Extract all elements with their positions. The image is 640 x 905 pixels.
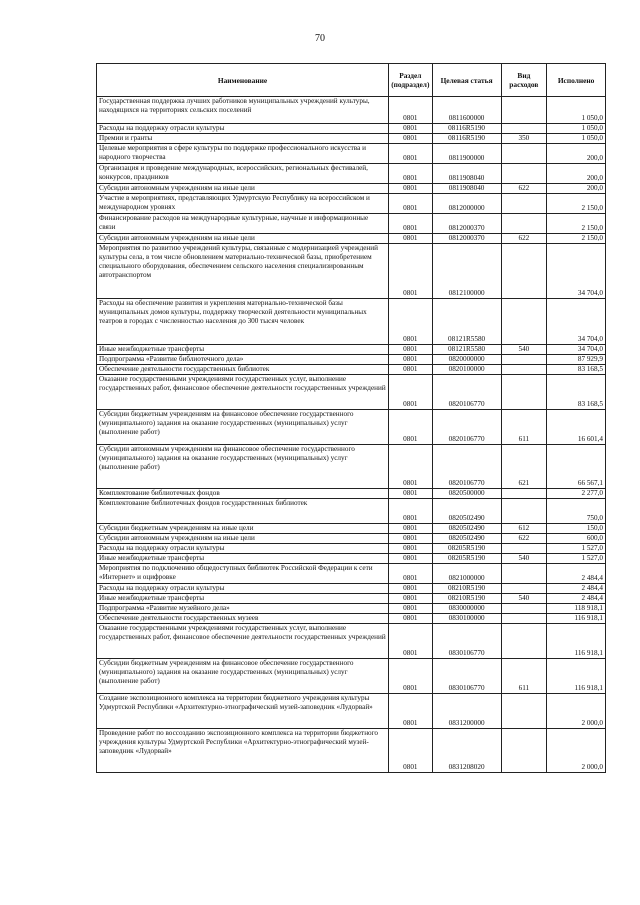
row-amount: 2 277,0 bbox=[547, 489, 606, 499]
row-section: 0801 bbox=[389, 194, 433, 214]
row-type bbox=[501, 355, 547, 365]
table-row bbox=[97, 345, 606, 355]
row-section: 0801 bbox=[389, 184, 433, 194]
row-target: 0830106770 bbox=[432, 659, 501, 694]
row-name: Мероприятия по развитию учреждений культуры, связанные с модернизацией учреждений культуры села, в том числе обновлением материально-технической базы, приобретением специального оборудования, обеспечением сельского населения специализированным автотранспортом bbox=[97, 244, 389, 299]
row-section: 0801 bbox=[389, 544, 433, 554]
row-name: Субсидии бюджетным учреждениям на финансовое обеспечение государственного (муниципального) задания на оказание государственных (муниципальных) услуг (выполнение работ) bbox=[97, 659, 389, 694]
row-name: Оказание государственными учреждениями государственных услуг, выполнение государственных работ, финансовое обеспечение деятельности государственных учреждений bbox=[97, 624, 389, 659]
row-name: Расходы на поддержку отрасли культуры bbox=[97, 124, 389, 134]
row-target: 08210R5190 bbox=[432, 594, 501, 604]
row-name: Участие в мероприятиях, представляющих Удмуртскую Республику на всероссийском и международном уровнях bbox=[97, 194, 389, 214]
row-target: 0820502490 bbox=[432, 499, 501, 524]
row-target: 0812000370 bbox=[432, 234, 501, 244]
row-name: Государственная поддержка лучших работников муниципальных учреждений культуры, находящихся на территориях сельских поселений bbox=[97, 97, 389, 124]
row-type bbox=[501, 604, 547, 614]
table-row bbox=[97, 534, 606, 544]
table-row bbox=[97, 594, 606, 604]
table-row bbox=[97, 604, 606, 614]
row-section: 0801 bbox=[389, 594, 433, 604]
row-type: 540 bbox=[501, 554, 547, 564]
row-section: 0801 bbox=[389, 694, 433, 729]
table-row bbox=[97, 499, 606, 524]
row-name: Премии и гранты bbox=[97, 134, 389, 144]
row-amount: 200,0 bbox=[547, 144, 606, 164]
row-target: 0820106770 bbox=[432, 445, 501, 489]
table-row bbox=[97, 544, 606, 554]
table-row bbox=[97, 624, 606, 659]
row-amount: 600,0 bbox=[547, 534, 606, 544]
row-target: 0821000000 bbox=[432, 564, 501, 584]
row-target: 0820000000 bbox=[432, 355, 501, 365]
row-amount: 118 918,1 bbox=[547, 604, 606, 614]
row-target: 0830100000 bbox=[432, 614, 501, 624]
row-amount: 34 704,0 bbox=[547, 345, 606, 355]
row-section: 0801 bbox=[389, 624, 433, 659]
row-name: Комплектование библиотечных фондов bbox=[97, 489, 389, 499]
table-row bbox=[97, 729, 606, 773]
row-target: 0811900000 bbox=[432, 144, 501, 164]
row-type: 540 bbox=[501, 594, 547, 604]
row-type bbox=[501, 97, 547, 124]
row-target: 0820106770 bbox=[432, 410, 501, 445]
row-type bbox=[501, 544, 547, 554]
row-name: Создание экспозиционного комплекса на территории бюджетного учреждения культуры Удмуртской Республики «Архитектурно-этнографический музей-заповедник «Лудорвай» bbox=[97, 694, 389, 729]
row-type bbox=[501, 624, 547, 659]
row-section: 0801 bbox=[389, 499, 433, 524]
row-target: 0812000370 bbox=[432, 214, 501, 234]
row-target: 0812100000 bbox=[432, 244, 501, 299]
row-type bbox=[501, 365, 547, 375]
row-section: 0801 bbox=[389, 355, 433, 365]
row-type bbox=[501, 375, 547, 410]
row-name: Подпрограмма «Развитие музейного дела» bbox=[97, 604, 389, 614]
row-amount: 83 168,5 bbox=[547, 365, 606, 375]
row-section: 0801 bbox=[389, 524, 433, 534]
table-header-row bbox=[97, 64, 606, 97]
row-amount: 1 050,0 bbox=[547, 124, 606, 134]
row-amount: 16 601,4 bbox=[547, 410, 606, 445]
row-type: 611 bbox=[501, 410, 547, 445]
column-header-amount: Исполнено bbox=[547, 64, 606, 97]
table-body bbox=[97, 97, 606, 773]
row-section: 0801 bbox=[389, 164, 433, 184]
row-target: 08121R5580 bbox=[432, 299, 501, 345]
row-target: 08116R5190 bbox=[432, 134, 501, 144]
row-name: Расходы на поддержку отрасли культуры bbox=[97, 584, 389, 594]
table-row bbox=[97, 124, 606, 134]
row-target: 0820100000 bbox=[432, 365, 501, 375]
row-type bbox=[501, 194, 547, 214]
column-header-target: Целевая статья bbox=[432, 64, 501, 97]
row-target: 08205R5190 bbox=[432, 554, 501, 564]
row-name: Субсидии автономным учреждениям на финансовое обеспечение государственного (муниципального) задания на оказание государственных (муниципальных) услуг (выполнение работ) bbox=[97, 445, 389, 489]
row-name: Подпрограмма «Развитие библиотечного дела» bbox=[97, 355, 389, 365]
row-target: 0811600000 bbox=[432, 97, 501, 124]
row-name: Субсидии автономным учреждениям на иные цели bbox=[97, 534, 389, 544]
row-section: 0801 bbox=[389, 659, 433, 694]
row-target: 0812000000 bbox=[432, 194, 501, 214]
table-row bbox=[97, 134, 606, 144]
row-type bbox=[501, 299, 547, 345]
row-type: 540 bbox=[501, 345, 547, 355]
table-row bbox=[97, 184, 606, 194]
row-amount: 116 918,1 bbox=[547, 624, 606, 659]
row-target: 08210R5190 bbox=[432, 584, 501, 594]
row-target: 0830106770 bbox=[432, 624, 501, 659]
row-type: 611 bbox=[501, 659, 547, 694]
row-section: 0801 bbox=[389, 375, 433, 410]
row-amount: 2 000,0 bbox=[547, 694, 606, 729]
row-type bbox=[501, 144, 547, 164]
row-amount: 2 484,4 bbox=[547, 594, 606, 604]
row-target: 0820502490 bbox=[432, 524, 501, 534]
row-type bbox=[501, 614, 547, 624]
row-name: Организация и проведение международных, всероссийских, региональных фестивалей, конкурсов, праздников bbox=[97, 164, 389, 184]
row-amount: 2 150,0 bbox=[547, 214, 606, 234]
table-row bbox=[97, 410, 606, 445]
row-name: Целевые мероприятия в сфере культуры по поддержке профессионального искусства и народного творчества bbox=[97, 144, 389, 164]
row-name: Иные межбюджетные трансферты bbox=[97, 554, 389, 564]
row-amount: 83 168,5 bbox=[547, 375, 606, 410]
row-section: 0801 bbox=[389, 614, 433, 624]
row-section: 0801 bbox=[389, 134, 433, 144]
table-row bbox=[97, 554, 606, 564]
table-row bbox=[97, 194, 606, 214]
row-section: 0801 bbox=[389, 214, 433, 234]
table-row bbox=[97, 375, 606, 410]
row-amount: 116 918,1 bbox=[547, 659, 606, 694]
row-amount: 2 000,0 bbox=[547, 729, 606, 773]
table-row bbox=[97, 214, 606, 234]
row-amount: 200,0 bbox=[547, 164, 606, 184]
row-name: Субсидии автономным учреждениям на иные цели bbox=[97, 184, 389, 194]
row-section: 0801 bbox=[389, 144, 433, 164]
row-name: Оказание государственными учреждениями государственных услуг, выполнение государственных работ, финансовое обеспечение деятельности государственных учреждений bbox=[97, 375, 389, 410]
row-section: 0801 bbox=[389, 234, 433, 244]
row-amount: 2 150,0 bbox=[547, 194, 606, 214]
row-section: 0801 bbox=[389, 244, 433, 299]
row-type bbox=[501, 164, 547, 184]
row-type bbox=[501, 729, 547, 773]
row-section: 0801 bbox=[389, 299, 433, 345]
row-amount: 87 929,9 bbox=[547, 355, 606, 365]
row-type bbox=[501, 694, 547, 729]
table-row bbox=[97, 694, 606, 729]
table-row bbox=[97, 524, 606, 534]
table-row bbox=[97, 144, 606, 164]
row-section: 0801 bbox=[389, 365, 433, 375]
row-section: 0801 bbox=[389, 345, 433, 355]
row-section: 0801 bbox=[389, 729, 433, 773]
row-amount: 66 567,1 bbox=[547, 445, 606, 489]
row-name: Обеспечение деятельности государственных музеев bbox=[97, 614, 389, 624]
row-type bbox=[501, 214, 547, 234]
row-type: 622 bbox=[501, 534, 547, 544]
row-amount: 116 918,1 bbox=[547, 614, 606, 624]
row-section: 0801 bbox=[389, 534, 433, 544]
table-row bbox=[97, 355, 606, 365]
row-target: 0820106770 bbox=[432, 375, 501, 410]
row-amount: 2 484,4 bbox=[547, 564, 606, 584]
row-name: Расходы на обеспечение развития и укрепления материально-технической базы муниципальных домов культуры, поддержку творческой деятельности муниципальных театров в городах с численностью населения до 300 тысяч человек bbox=[97, 299, 389, 345]
row-name: Иные межбюджетные трансферты bbox=[97, 594, 389, 604]
row-target: 0831208020 bbox=[432, 729, 501, 773]
row-name: Обеспечение деятельности государственных библиотек bbox=[97, 365, 389, 375]
row-type bbox=[501, 499, 547, 524]
row-section: 0801 bbox=[389, 584, 433, 594]
table-row bbox=[97, 614, 606, 624]
column-header-type: Вид расходов bbox=[501, 64, 547, 97]
row-name: Расходы на поддержку отрасли культуры bbox=[97, 544, 389, 554]
row-type bbox=[501, 124, 547, 134]
table-row bbox=[97, 234, 606, 244]
row-type: 350 bbox=[501, 134, 547, 144]
row-amount: 34 704,0 bbox=[547, 299, 606, 345]
row-section: 0801 bbox=[389, 554, 433, 564]
row-section: 0801 bbox=[389, 410, 433, 445]
row-type: 622 bbox=[501, 234, 547, 244]
row-amount: 2 150,0 bbox=[547, 234, 606, 244]
table-row bbox=[97, 365, 606, 375]
table-row bbox=[97, 659, 606, 694]
row-name: Финансирование расходов на международные культурные, научные и информационные связи bbox=[97, 214, 389, 234]
row-name: Субсидии автономным учреждениям на иные цели bbox=[97, 234, 389, 244]
row-type bbox=[501, 244, 547, 299]
row-amount: 1 527,0 bbox=[547, 554, 606, 564]
row-target: 0830000000 bbox=[432, 604, 501, 614]
row-name: Иные межбюджетные трансферты bbox=[97, 345, 389, 355]
row-name: Проведение работ по воссозданию экспозиционного комплекса на территории бюджетного учреждения культуры Удмуртской Республики «Архитектурно-этнографический музей-заповедник «Лудорвай» bbox=[97, 729, 389, 773]
row-section: 0801 bbox=[389, 124, 433, 134]
row-amount: 34 704,0 bbox=[547, 244, 606, 299]
row-target: 0811908040 bbox=[432, 164, 501, 184]
row-target: 08205R5190 bbox=[432, 544, 501, 554]
column-header-section: Раздел (подраздел) bbox=[389, 64, 433, 97]
table-row bbox=[97, 445, 606, 489]
row-name: Мероприятия по подключению общедоступных библиотек Российской Федерации к сети «Интернет» и оцифровке bbox=[97, 564, 389, 584]
page-number: 70 bbox=[315, 33, 325, 44]
row-target: 0811908040 bbox=[432, 184, 501, 194]
row-amount: 1 527,0 bbox=[547, 544, 606, 554]
row-amount: 750,0 bbox=[547, 499, 606, 524]
row-type bbox=[501, 584, 547, 594]
budget-table bbox=[96, 63, 606, 773]
row-amount: 1 050,0 bbox=[547, 134, 606, 144]
column-header-name: Наименование bbox=[97, 64, 389, 97]
row-target: 08121R5580 bbox=[432, 345, 501, 355]
table-row bbox=[97, 97, 606, 124]
row-name: Субсидии бюджетным учреждениям на иные цели bbox=[97, 524, 389, 534]
row-section: 0801 bbox=[389, 445, 433, 489]
row-type bbox=[501, 489, 547, 499]
table-row bbox=[97, 564, 606, 584]
table-row bbox=[97, 584, 606, 594]
row-type: 612 bbox=[501, 524, 547, 534]
row-section: 0801 bbox=[389, 604, 433, 614]
row-amount: 200,0 bbox=[547, 184, 606, 194]
row-amount: 2 484,4 bbox=[547, 584, 606, 594]
table-row bbox=[97, 164, 606, 184]
row-type bbox=[501, 564, 547, 584]
row-amount: 150,0 bbox=[547, 524, 606, 534]
row-name: Комплектование библиотечных фондов государственных библиотек bbox=[97, 499, 389, 524]
row-target: 0820500000 bbox=[432, 489, 501, 499]
table-row bbox=[97, 299, 606, 345]
table-row bbox=[97, 244, 606, 299]
row-type: 622 bbox=[501, 184, 547, 194]
row-target: 08116R5190 bbox=[432, 124, 501, 134]
table-row bbox=[97, 489, 606, 499]
row-section: 0801 bbox=[389, 564, 433, 584]
row-section: 0801 bbox=[389, 489, 433, 499]
row-name: Субсидии бюджетным учреждениям на финансовое обеспечение государственного (муниципального) задания на оказание государственных (муниципальных) услуг (выполнение работ) bbox=[97, 410, 389, 445]
row-amount: 1 050,0 bbox=[547, 97, 606, 124]
row-target: 0831200000 bbox=[432, 694, 501, 729]
row-section: 0801 bbox=[389, 97, 433, 124]
row-target: 0820502490 bbox=[432, 534, 501, 544]
row-type: 621 bbox=[501, 445, 547, 489]
